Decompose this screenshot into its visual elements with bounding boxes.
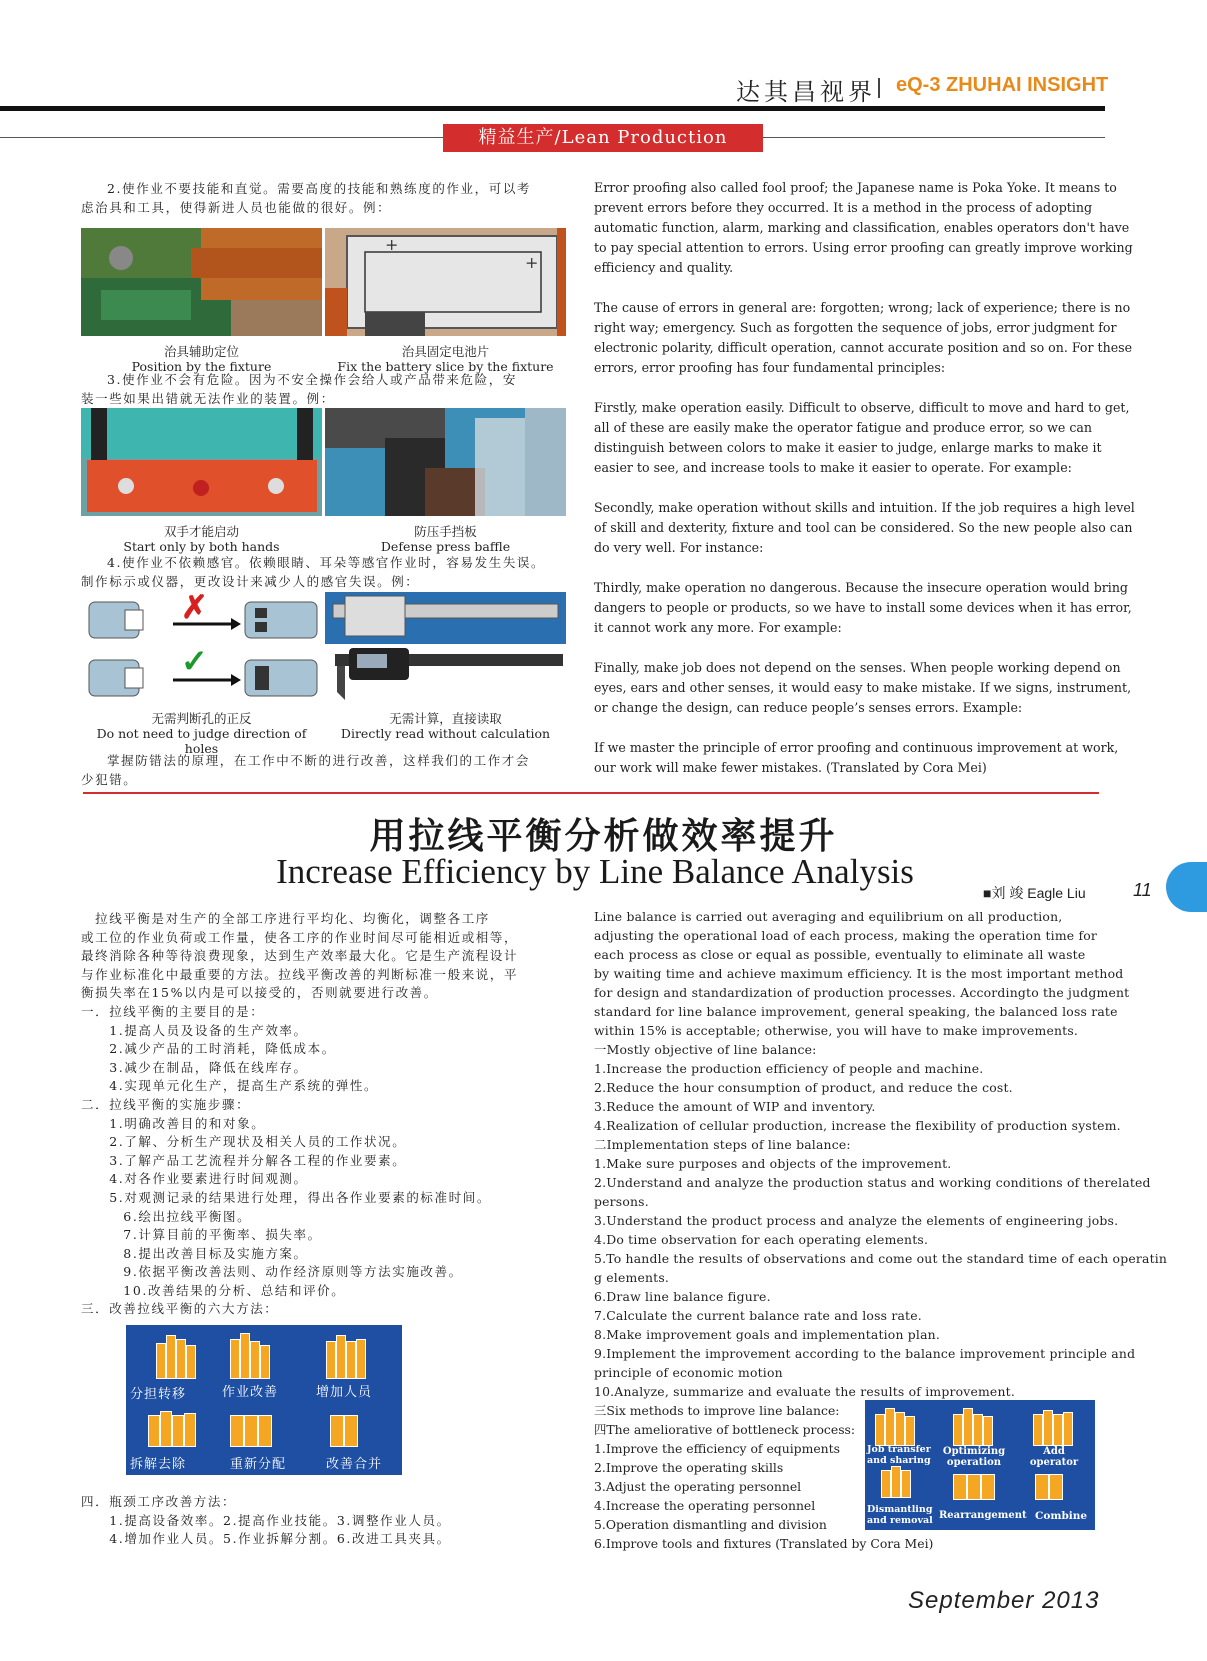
conclusion-cn xyxy=(81,751,571,789)
text-line: it cannot work any more. For example: xyxy=(594,620,842,635)
text-line: 四The ameliorative of bottleneck process: xyxy=(594,1422,856,1437)
text-line: 虑治具和工具，使得新进人员也能做的很好。例： xyxy=(81,200,392,215)
text-line: 2.使作业不要技能和直觉。需要高度的技能和熟练度的作业，可以考 xyxy=(107,181,532,196)
text-line: 四．瓶颈工序改善方法： xyxy=(81,1494,237,1509)
text-line: 4.Realization of cellular production, increase the flexibility of production system. xyxy=(594,1118,1121,1133)
text-line: 9.Implement the improvement according to the balance improvement principle and xyxy=(594,1346,1136,1361)
text-line: 1.提高人员及设备的生产效率。 xyxy=(81,1022,308,1038)
text-line: our work will make fewer mistakes. (Translated by Cora Mei) xyxy=(594,760,987,775)
press-baffle-photo xyxy=(325,408,566,516)
principle-2-cn xyxy=(81,179,571,217)
text-line: 8.Make improvement goals and implementation plan. xyxy=(594,1327,940,1342)
svg-text:+: + xyxy=(385,235,399,254)
section-tag: 精益生产/Lean Production xyxy=(443,124,763,152)
text-line: 1.明确改善目的和对象。 xyxy=(81,1115,266,1131)
text-line: 3.Reduce the amount of WIP and inventory. xyxy=(594,1099,876,1114)
text-line: The cause of errors in general are: forgotten; wrong; lack of experience; there is no xyxy=(594,300,1131,315)
text-line: 3.减少在制品，降低在线库存。 xyxy=(81,1059,308,1075)
text-line: 7.Calculate the current balance rate and loss rate. xyxy=(594,1308,922,1323)
text-line: dangers to people or products, so we have to install some devices when it has error, xyxy=(594,600,1132,615)
text-line: distinguish between colors to make it easier to judge, enlarge marks to make it xyxy=(594,440,1102,455)
article-divider xyxy=(83,792,1099,794)
method-label: 作业改善 xyxy=(222,1385,279,1400)
svg-text:✓: ✓ xyxy=(181,642,208,680)
principle-3-cn xyxy=(81,370,571,408)
battery-fixture-photo xyxy=(325,228,566,336)
text-line: 拉线平衡是对生产的全部工序进行平均化、均衡化，调整各工序 xyxy=(81,911,490,926)
method-label: Optimizing operation xyxy=(942,1446,1006,1468)
text-line: 3.Understand the product process and analyze the elements of engineering jobs. xyxy=(594,1213,1119,1228)
magazine-title-en: eQ-3 ZHUHAI INSIGHT xyxy=(896,74,1109,96)
text-line: 5.Operation dismantling and division xyxy=(594,1517,827,1532)
caption-hole-direction xyxy=(81,711,322,756)
text-line: 制作标示或仪器，更改设计来减少人的感官失误。例： xyxy=(81,574,420,589)
header-separator xyxy=(878,78,880,98)
text-line: 4.Increase the operating personnel xyxy=(594,1498,816,1513)
text-line: 或工位的作业负荷或工作量，使各工序的作业时间尽可能相近或相等， xyxy=(81,929,519,945)
caption-en: Directly read without calculation xyxy=(340,726,551,741)
method-label: Job transfer and sharing xyxy=(867,1444,931,1466)
svg-text:✗: ✗ xyxy=(181,592,208,626)
line-balance-en xyxy=(594,907,1168,1401)
text-line: 一Mostly objective of line balance: xyxy=(594,1042,817,1057)
text-line: 三．改善拉线平衡的六大方法： xyxy=(81,1301,279,1317)
text-line: by waiting time and achieve maximum efficiency. It is the most important method xyxy=(594,966,1124,981)
text-line: Firstly, make operation easily. Difficult to observe, difficult to move and hard to get, xyxy=(594,400,1130,415)
method-label: 重新分配 xyxy=(230,1457,287,1472)
text-line: 2.减少产品的工时消耗，降低成本。 xyxy=(81,1041,336,1057)
caption-cn: 治具固定电池片 xyxy=(401,344,490,359)
text-line: efficiency and quality. xyxy=(594,260,734,275)
caption-cn: 无需计算，直接读取 xyxy=(389,711,502,726)
svg-text:+: + xyxy=(525,253,539,272)
caption-en: Position by the fixture xyxy=(131,359,272,374)
text-line: 9.依据平衡改善法则、动作经济原则等方法实施改善。 xyxy=(81,1264,463,1280)
text-line: 2.Improve the operating skills xyxy=(594,1460,784,1475)
text-line: 1.Make sure purposes and objects of the improvement. xyxy=(594,1156,952,1171)
caption-en: Start only by both hands xyxy=(123,539,280,554)
text-line: 6.Improve tools and fixtures (Translated by Cora Mei) xyxy=(594,1536,934,1551)
magazine-title-cn: 达其昌视界 xyxy=(736,78,876,106)
text-line: 4.Do time observation for each operating elements. xyxy=(594,1232,929,1247)
paragraph xyxy=(594,738,1119,778)
bottleneck-cn xyxy=(81,1493,581,1549)
fixture-position-photo xyxy=(81,228,322,336)
text-line: Error proofing also called fool proof; the Japanese name is Poka Yoke. It means to xyxy=(594,180,1117,195)
text-line: 8.提出改善目标及实施方案。 xyxy=(81,1245,308,1261)
text-line: 7.计算目前的平衡率、损失率。 xyxy=(81,1227,322,1243)
paragraph xyxy=(594,178,1133,278)
text-line: 三Six methods to improve line balance: xyxy=(594,1403,840,1418)
text-line: 6.Draw line balance figure. xyxy=(594,1289,771,1304)
caption-cn: 无需判断孔的正反 xyxy=(151,711,252,726)
caption-two-hand xyxy=(81,524,322,554)
text-line: Finally, make job does not depend on the senses. When people working depend on xyxy=(594,660,1121,675)
text-line: 衡损失率在15%以内是可以接受的，否则就要进行改善。 xyxy=(81,985,438,1001)
text-line: easier to see, and increase tools to make it easier to operate. For example: xyxy=(594,460,1072,475)
text-line: 1.Increase the production efficiency of people and machine. xyxy=(594,1061,984,1076)
text-line: to pay special attention to errors. Using error proofing can greatly improve working xyxy=(594,240,1133,255)
method-label: Rearrangement xyxy=(939,1510,1027,1521)
text-line: electronic polarity, difficult operation, cannot accurate position and so on. For these xyxy=(594,340,1133,355)
text-line: 装一些如果出错就无法作业的装置。例： xyxy=(81,391,335,406)
text-line: 5.对观测记录的结果进行处理，得出各作业要素的标准时间。 xyxy=(81,1189,491,1205)
six-methods-panel-en xyxy=(865,1400,1095,1530)
text-line: 一．拉线平衡的主要目的是： xyxy=(81,1003,265,1019)
text-line: adjusting the operational load of each process, making the operation time for xyxy=(594,928,1098,943)
text-line: right way; emergency. Such as forgotten the sequence of jobs, error judgment for xyxy=(594,320,1117,335)
text-line: 二．拉线平衡的实施步骤： xyxy=(81,1096,251,1112)
text-line: standard for line balance improvement, general speaking, the balanced loss rate xyxy=(594,1004,1118,1019)
paragraph xyxy=(594,578,1132,638)
text-line: do very well. For instance: xyxy=(594,540,764,555)
method-label: 改善合并 xyxy=(326,1457,383,1472)
text-line: 掌握防错法的原理，在工作中不断的进行改善，这样我们的工作才会 xyxy=(107,753,531,768)
paragraph xyxy=(594,658,1132,718)
caption-cn: 治具辅助定位 xyxy=(163,344,239,359)
method-label: 增加人员 xyxy=(316,1385,373,1400)
text-line: 3.Adjust the operating personnel xyxy=(594,1479,802,1494)
text-line: Line balance is carried out averaging and equilibrium on all production, xyxy=(594,909,1063,924)
article-title-cn: 用拉线平衡分析做效率提升 xyxy=(369,815,838,857)
page-number: 11 xyxy=(1133,880,1152,900)
caption-cn: 双手才能启动 xyxy=(163,524,239,539)
page-tab-marker xyxy=(1166,862,1207,912)
text-line: Thirdly, make operation no dangerous. Because the insecure operation would bring xyxy=(594,580,1128,595)
text-line: prevent errors before they occurred. It is a method in the process of adopting xyxy=(594,200,1093,215)
text-line: g elements. xyxy=(594,1270,670,1285)
text-line: 4.对各作业要素进行时间观测。 xyxy=(81,1171,308,1187)
hole-direction-diagram xyxy=(81,592,322,704)
paragraph xyxy=(594,398,1130,478)
caption-en: Defense press baffle xyxy=(380,539,511,554)
line-balance-cn xyxy=(81,910,581,1319)
text-line: 6.绘出拉线平衡图。 xyxy=(81,1208,252,1224)
caption-en: Do not need to judge direction of holes xyxy=(96,726,307,756)
text-line: 二Implementation steps of line balance: xyxy=(594,1137,851,1152)
text-line: principle of economic motion xyxy=(594,1365,783,1380)
text-line: all of these are easily make the operator fatigue and produce error, so we can xyxy=(594,420,1092,435)
text-line: eyes, ears and other senses, it would easy to make mistake. If we signs, instrument, xyxy=(594,680,1132,695)
method-label: 分担转移 xyxy=(130,1387,187,1402)
text-line: 2.Reduce the hour consumption of product, and reduce the cost. xyxy=(594,1080,1013,1095)
text-line: 2.Understand and analyze the production status and working conditions of therelated xyxy=(594,1175,1151,1190)
header-rule xyxy=(0,106,1105,111)
text-line: 4.实现单元化生产，提高生产系统的弹性。 xyxy=(81,1078,379,1094)
text-line: errors, error proofing has four fundamental principles: xyxy=(594,360,946,375)
text-line: 3.了解产品工艺流程并分解各工程的作业要素。 xyxy=(81,1152,407,1168)
text-line: 2.了解、分析生产现状及相关人员的工作状况。 xyxy=(81,1134,407,1150)
error-proofing-en xyxy=(594,178,1135,798)
method-label: Dismantling and removal xyxy=(867,1504,933,1526)
text-line: 与作业标准化中最重要的方法。拉线平衡改善的判断标准一般来说，平 xyxy=(81,966,519,982)
caption-cn: 防压手挡板 xyxy=(414,524,477,539)
caption-press-baffle xyxy=(325,524,566,554)
text-line: or change the design, can reduce people’s senses errors. Example: xyxy=(594,700,1023,715)
text-line: 3.使作业不会有危险。因为不安全操作会给人或产品带来危险，安 xyxy=(107,372,517,387)
text-line: Secondly, make operation without skills and intuition. If the job requires a high level xyxy=(594,500,1135,515)
text-line: 1.提高设备效率。2.提高作业技能。3.调整作业人员。 xyxy=(81,1512,451,1528)
text-line: 4.使作业不依赖感官。依赖眼睛、耳朵等感官作业时，容易发生失误。 xyxy=(107,555,546,570)
paragraph xyxy=(594,298,1133,378)
text-line: 10.Analyze, summarize and evaluate the results of improvement. xyxy=(594,1384,1015,1399)
text-line: within 15% is acceptable; otherwise, you will have to make improvements. xyxy=(594,1023,1079,1038)
caliper-photo xyxy=(325,592,566,704)
text-line: 4.增加作业人员。5.作业拆解分割。6.改进工具夹具。 xyxy=(81,1531,451,1547)
text-line: 10.改善结果的分析、总结和评价。 xyxy=(81,1282,346,1298)
text-line: 5.To handle the results of observations and come out the standard time of each operatin xyxy=(594,1251,1168,1266)
two-hand-start-photo xyxy=(81,408,322,516)
article-title-en: Increase Efficiency by Line Balance Analysis xyxy=(276,852,914,891)
author-byline: ■刘 竣 Eagle Liu xyxy=(983,885,1086,901)
paragraph xyxy=(594,498,1135,558)
text-line: persons. xyxy=(594,1194,649,1209)
text-line: each process as close or equal as possible, eventually to eliminate all waste xyxy=(594,947,1086,962)
text-line: of skill and dexterity, fixture and tool can be considered. So the new people also can xyxy=(594,520,1133,535)
method-label: Combine xyxy=(1035,1510,1088,1522)
issue-date: September 2013 xyxy=(908,1587,1100,1614)
caption-caliper xyxy=(325,711,566,741)
text-line: If we master the principle of error proofing and continuous improvement at work, xyxy=(594,740,1119,755)
text-line: 最终消除各种等待浪费现象，达到生产效率最大化。它是生产流程设计 xyxy=(81,948,519,964)
text-line: 1.Improve the efficiency of equipments xyxy=(594,1441,840,1456)
text-line: automatic function, alarm, marking and classification, enables operators don't have xyxy=(594,220,1130,235)
text-line: for design and standardization of production processes. Accordingto the judgment xyxy=(594,985,1130,1000)
principle-4-cn xyxy=(81,553,571,591)
text-line: 少犯错。 xyxy=(81,772,138,787)
caption-en: Fix the battery slice by the fixture xyxy=(337,359,554,374)
six-methods-panel-cn xyxy=(126,1325,402,1475)
method-label: Add operator xyxy=(1029,1446,1079,1468)
method-label: 拆解去除 xyxy=(130,1457,187,1472)
